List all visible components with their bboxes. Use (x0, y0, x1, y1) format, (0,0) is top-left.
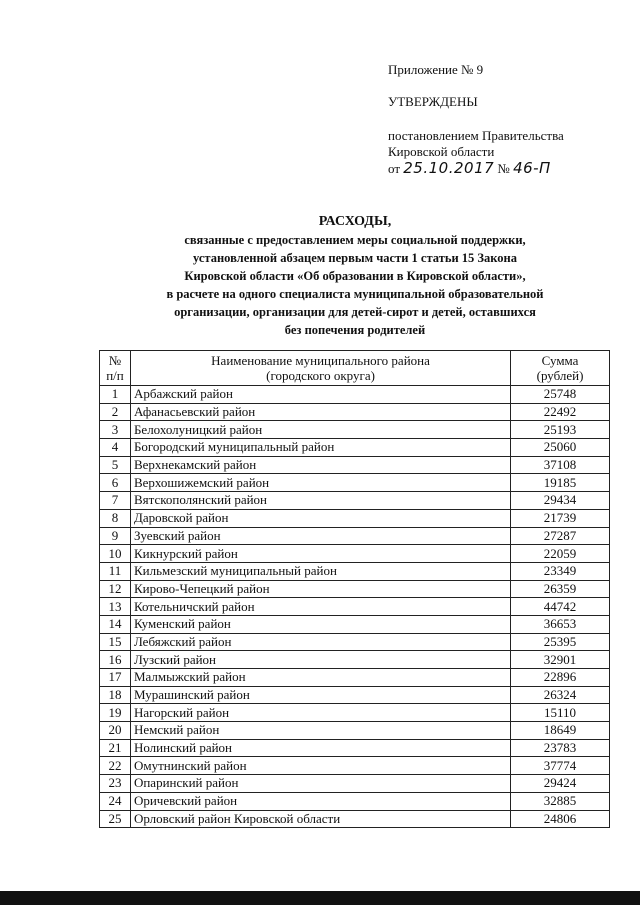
title-line: установленной абзацем первым части 1 статьи 15 Закона (193, 251, 517, 265)
table-row (100, 792, 610, 810)
amount-value: 22059 (511, 545, 610, 563)
header-num: № п/п (100, 351, 131, 386)
amount-value: 36653 (511, 615, 610, 633)
district-name: Лузский район (130, 651, 510, 669)
amount-value: 22492 (511, 403, 610, 421)
district-name: Мурашинский район (130, 686, 510, 704)
number-prefix: № (497, 161, 510, 176)
district-name: Опаринский район (130, 775, 510, 793)
amount-value: 37108 (511, 456, 610, 474)
table-row (100, 615, 610, 633)
district-name: Малмыжский район (130, 669, 510, 687)
amount-value: 26359 (511, 580, 610, 598)
row-number: 3 (100, 421, 131, 439)
row-number: 24 (100, 792, 131, 810)
district-name: Вятскополянский район (130, 492, 510, 510)
row-number: 2 (100, 403, 131, 421)
row-number: 7 (100, 492, 131, 510)
district-name: Омутнинский район (130, 757, 510, 775)
document-title (100, 212, 610, 339)
amount-value: 15110 (511, 704, 610, 722)
district-name: Даровской район (130, 509, 510, 527)
table-body (100, 386, 610, 828)
row-number: 11 (100, 562, 131, 580)
district-name: Верхнекамский район (130, 456, 510, 474)
row-number: 25 (100, 810, 131, 828)
row-number: 8 (100, 509, 131, 527)
amount-value: 25193 (511, 421, 610, 439)
amount-value: 32885 (511, 792, 610, 810)
row-number: 23 (100, 775, 131, 793)
amount-value: 23349 (511, 562, 610, 580)
expenses-table (99, 350, 610, 828)
amount-value: 32901 (511, 651, 610, 669)
date-number-line (388, 160, 628, 177)
amount-value: 29424 (511, 775, 610, 793)
table-row (100, 686, 610, 704)
amount-value: 25060 (511, 439, 610, 457)
district-name: Оричевский район (130, 792, 510, 810)
district-name: Богородский муниципальный район (130, 439, 510, 457)
amount-value: 26324 (511, 686, 610, 704)
amount-value: 29434 (511, 492, 610, 510)
row-number: 6 (100, 474, 131, 492)
row-number: 16 (100, 651, 131, 669)
district-name: Нагорский район (130, 704, 510, 722)
approved-by-line2: Кировской области (388, 144, 495, 159)
header-sum: Сумма (рублей) (511, 351, 610, 386)
approval-block (388, 62, 628, 177)
table-header-row (100, 351, 610, 386)
table-row (100, 739, 610, 757)
row-number: 5 (100, 456, 131, 474)
row-number: 21 (100, 739, 131, 757)
row-number: 4 (100, 439, 131, 457)
title-line: Кировской области «Об образовании в Кировской области», (184, 269, 526, 283)
district-name: Нолинский район (130, 739, 510, 757)
amount-value: 23783 (511, 739, 610, 757)
table-row (100, 456, 610, 474)
handwritten-number: 46-П (513, 159, 551, 177)
scan-edge-bar (0, 891, 640, 905)
title-line: связанные с предоставлением меры социальной поддержки, (184, 233, 526, 247)
amount-value: 24806 (511, 810, 610, 828)
row-number: 12 (100, 580, 131, 598)
amount-value: 37774 (511, 757, 610, 775)
row-number: 20 (100, 722, 131, 740)
row-number: 1 (100, 386, 131, 404)
table-row (100, 598, 610, 616)
date-prefix: от (388, 161, 401, 176)
row-number: 10 (100, 545, 131, 563)
amount-value: 19185 (511, 474, 610, 492)
table-row (100, 562, 610, 580)
amount-value: 25395 (511, 633, 610, 651)
row-number: 17 (100, 669, 131, 687)
table-row (100, 545, 610, 563)
district-name: Лебяжский район (130, 633, 510, 651)
row-number: 22 (100, 757, 131, 775)
appendix-label: Приложение № 9 (388, 62, 484, 77)
amount-value: 22896 (511, 669, 610, 687)
district-name: Верхошижемский район (130, 474, 510, 492)
title-line: без попечения родителей (284, 323, 426, 337)
district-name: Котельничский район (130, 598, 510, 616)
district-name: Зуевский район (130, 527, 510, 545)
table-row (100, 775, 610, 793)
table-row (100, 527, 610, 545)
title-line: в расчете на одного специалиста муниципальной образовательной (166, 287, 544, 301)
table-row (100, 633, 610, 651)
table-row (100, 810, 610, 828)
table-row (100, 704, 610, 722)
row-number: 18 (100, 686, 131, 704)
district-name: Афанасьевский район (130, 403, 510, 421)
district-name: Кирово-Чепецкий район (130, 580, 510, 598)
district-name: Кильмезский муниципальный район (130, 562, 510, 580)
district-name: Куменский район (130, 615, 510, 633)
header-name: Наименование муниципального района (городского округа) (130, 351, 510, 386)
row-number: 14 (100, 615, 131, 633)
handwritten-date: 25.10.2017 (403, 159, 495, 177)
table-row (100, 403, 610, 421)
table-row (100, 474, 610, 492)
table-row (100, 580, 610, 598)
row-number: 19 (100, 704, 131, 722)
table-row (100, 492, 610, 510)
approved-by-line1: постановлением Правительства (388, 128, 564, 143)
table-row (100, 651, 610, 669)
district-name: Орловский район Кировской области (130, 810, 510, 828)
table-row (100, 757, 610, 775)
title-line: организации, организации для детей-сирот и детей, оставшихся (174, 305, 536, 319)
amount-value: 25748 (511, 386, 610, 404)
row-number: 9 (100, 527, 131, 545)
amount-value: 44742 (511, 598, 610, 616)
district-name: Арбажский район (130, 386, 510, 404)
table-row (100, 509, 610, 527)
table-row (100, 722, 610, 740)
table-row (100, 421, 610, 439)
amount-value: 27287 (511, 527, 610, 545)
row-number: 13 (100, 598, 131, 616)
title-main: РАСХОДЫ, (318, 214, 392, 229)
district-name: Кикнурский район (130, 545, 510, 563)
district-name: Немский район (130, 722, 510, 740)
amount-value: 21739 (511, 509, 610, 527)
approved-label: УТВЕРЖДЕНЫ (388, 94, 478, 109)
table-row (100, 669, 610, 687)
amount-value: 18649 (511, 722, 610, 740)
district-name: Белохолуницкий район (130, 421, 510, 439)
row-number: 15 (100, 633, 131, 651)
table-row (100, 439, 610, 457)
table-row (100, 386, 610, 404)
